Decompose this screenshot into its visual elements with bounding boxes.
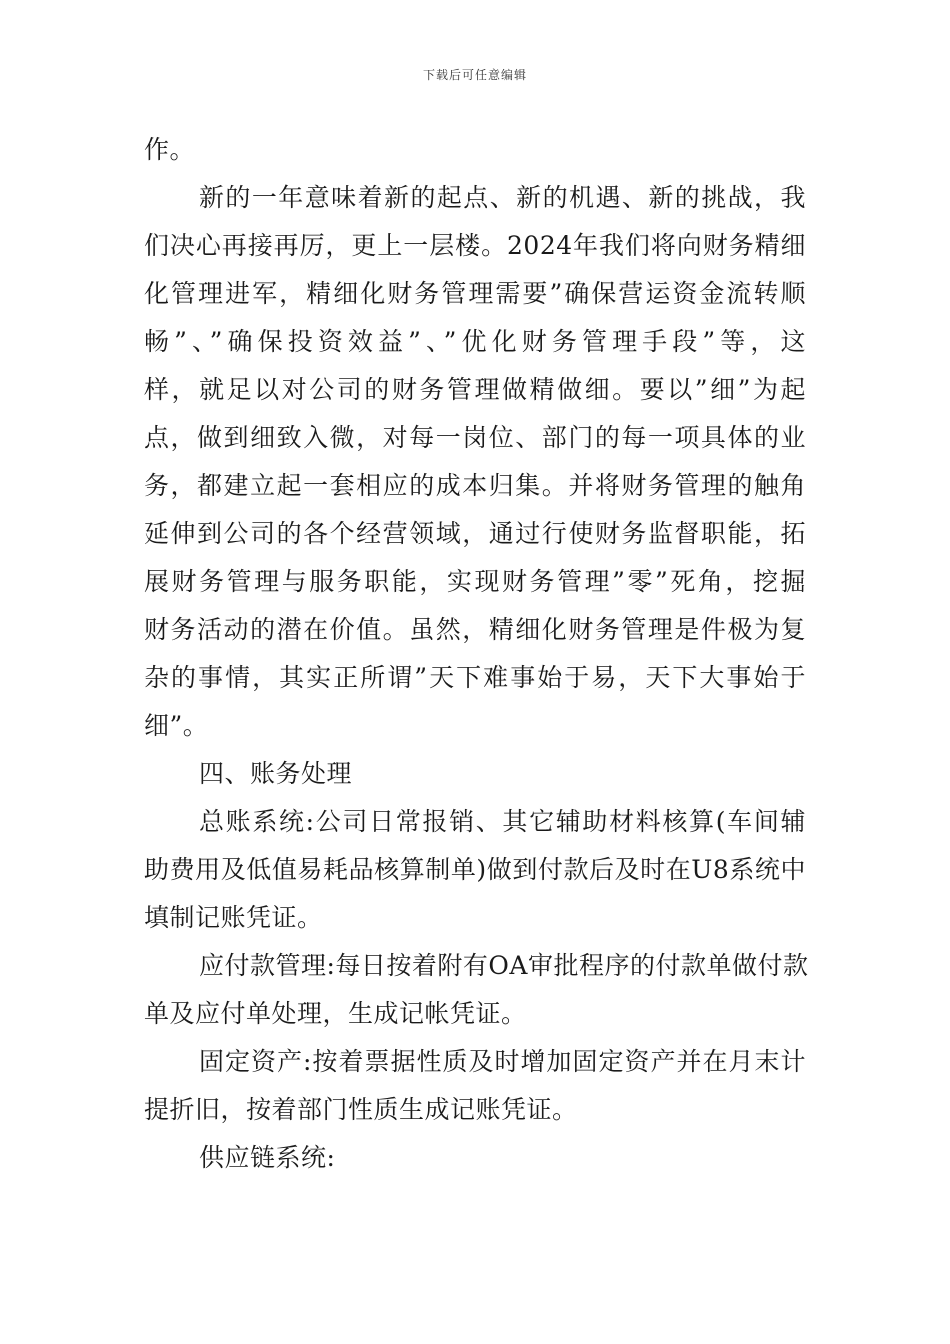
text-line: 助费用及低值易耗品核算制单)做到付款后及时在U8系统中 [144, 855, 806, 884]
text-line: 畅”、”确保投资效益”、”优化财务管理手段”等，这 [144, 327, 806, 356]
text-line: 展财务管理与服务职能，实现财务管理”零”死角，挖掘 [144, 567, 806, 596]
text-line: 点，做到细致入微，对每一岗位、部门的每一项具体的业 [144, 423, 806, 452]
text-line: 单及应付单处理，生成记帐凭证。 [144, 999, 527, 1028]
text-line: 延伸到公司的各个经营领域，通过行使财务监督职能，拓 [144, 519, 806, 548]
text-line: 财务活动的潜在价值。虽然，精细化财务管理是件极为复 [144, 615, 806, 644]
text-line: 总账系统:公司日常报销、其它辅助材料核算(车间辅 [199, 807, 806, 836]
text-line: 们决心再接再厉，更上一层楼。2024年我们将向财务精细 [144, 231, 806, 260]
text-line: 填制记账凭证。 [144, 903, 323, 932]
text-line: 务，都建立起一套相应的成本归集。并将财务管理的触角 [144, 471, 806, 500]
text-line: 化管理进军，精细化财务管理需要”确保营运资金流转顺 [144, 279, 806, 308]
text-line: 提折旧，按着部门性质生成记账凭证。 [144, 1095, 578, 1124]
text-line: 细”。 [144, 711, 209, 740]
text-line: 作。 [144, 135, 196, 164]
document-body [144, 126, 809, 1182]
text-line: 新的一年意味着新的起点、新的机遇、新的挑战，我 [199, 183, 806, 212]
text-line: 应付款管理:每日按着附有OA审批程序的付款单做付款 [199, 951, 809, 980]
text-line: 杂的事情，其实正所谓”天下难事始于易，天下大事始于 [144, 663, 806, 692]
text-line: 固定资产:按着票据性质及时增加固定资产并在月末计 [199, 1047, 806, 1076]
text-line: 四、账务处理 [199, 759, 353, 788]
text-line: 样，就足以对公司的财务管理做精做细。要以”细”为起 [144, 375, 806, 404]
text-line: 供应链系统: [199, 1143, 336, 1172]
page-header: 下载后可任意编辑 [422, 68, 527, 82]
